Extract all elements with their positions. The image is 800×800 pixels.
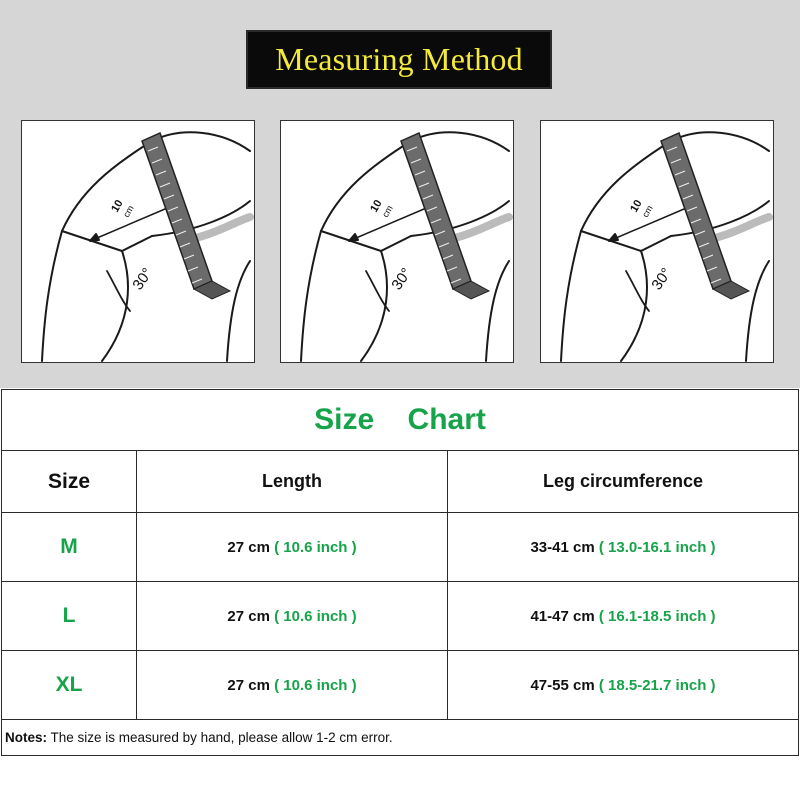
notes-label: Notes: (5, 730, 48, 745)
circumference-inch: ( 13.0-16.1 inch ) (598, 538, 716, 556)
angle-label: 30° (388, 264, 416, 294)
circumference-value (448, 582, 799, 651)
length-cm: 27 cm (227, 676, 270, 694)
length-value (137, 582, 448, 651)
size-chart-title: Size Chart (314, 403, 486, 436)
notes-row (2, 720, 799, 756)
length-inch: ( 10.6 inch ) (274, 538, 357, 556)
notes (2, 720, 799, 756)
header-length: Length (137, 451, 448, 513)
measuring-figure-1 (21, 120, 255, 363)
length-cm: 27 cm (227, 538, 270, 556)
header-size: Size (2, 451, 137, 513)
length-value (137, 513, 448, 582)
table-header-row (2, 451, 799, 513)
banner-title: Measuring Method (275, 41, 523, 77)
measuring-method-banner (246, 30, 552, 89)
length-unit: cm (121, 203, 136, 219)
length-label: 10 (368, 197, 385, 215)
length-cm: 27 cm (227, 607, 270, 625)
length-unit: cm (640, 203, 655, 219)
size-label: XL (2, 651, 137, 720)
angle-label: 30° (648, 264, 676, 294)
length-label: 10 (109, 197, 126, 215)
length-unit: cm (380, 203, 395, 219)
circumference-cm: 41-47 cm (530, 607, 595, 625)
circumference-value (448, 513, 799, 582)
size-label: M (2, 513, 137, 582)
header-leg-circumference: Leg circumference (448, 451, 799, 513)
length-value (137, 651, 448, 720)
measuring-figure-3 (540, 120, 774, 363)
size-chart-table (1, 389, 799, 756)
knee-measure-illustration (541, 121, 773, 362)
circumference-cm: 33-41 cm (530, 538, 595, 556)
table-row (2, 651, 799, 720)
size-label: L (2, 582, 137, 651)
measuring-figure-2 (280, 120, 514, 363)
circumference-value (448, 651, 799, 720)
circumference-cm: 47-55 cm (530, 676, 595, 694)
circumference-inch: ( 18.5-21.7 inch ) (598, 676, 716, 694)
circumference-inch: ( 16.1-18.5 inch ) (598, 607, 716, 625)
length-label: 10 (628, 197, 645, 215)
knee-measure-illustration (281, 121, 513, 362)
table-row (2, 513, 799, 582)
size-chart-title-row (2, 390, 799, 451)
table-row (2, 582, 799, 651)
size-chart-section (0, 388, 800, 800)
length-inch: ( 10.6 inch ) (274, 607, 357, 625)
length-inch: ( 10.6 inch ) (274, 676, 357, 694)
notes-text: The size is measured by hand, please allow 1-2 cm error. (47, 730, 393, 745)
measuring-method-section (0, 0, 800, 388)
knee-measure-illustration (22, 121, 254, 362)
angle-label: 30° (129, 264, 157, 294)
